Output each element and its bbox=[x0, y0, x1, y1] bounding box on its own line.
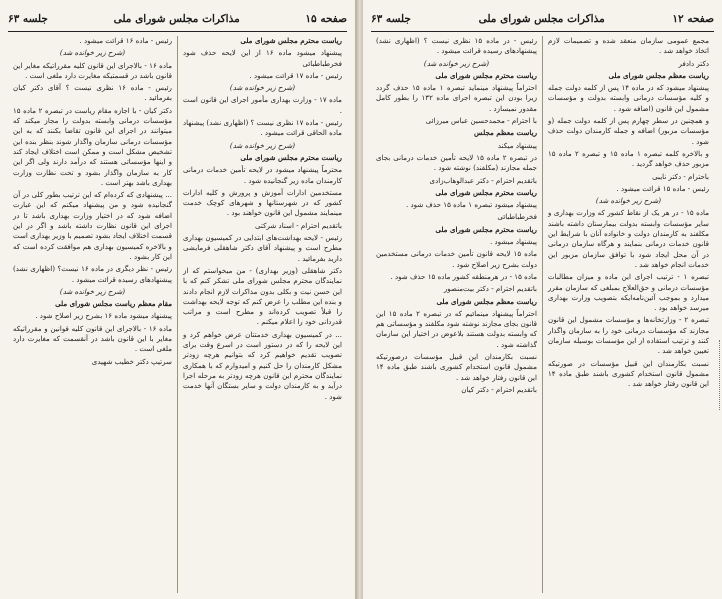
left-header-rule bbox=[8, 31, 347, 32]
paragraph: نسبت بکارمندان این قبیل مؤسسات در صورتیکه مشمول قانون استخدام کشوری باشند طبق ماده ۱۴ این قانون رفتار خواهد شد . bbox=[548, 358, 709, 389]
paragraph: احتراماً پیشنهاد مینماید تبصره ۱ ماده ۱۵ حذف گردد زیرا بودن این تبصره اجرای ماده ۱۳۲ را بطور کامل مقدور نمیسازد . bbox=[376, 83, 537, 113]
paragraph: رئیس - نظر دیگری در ماده ۱۶ نیست؟ (اظهاری نشد) پیشنهادهای رسیده قرائت میشود . bbox=[13, 264, 172, 284]
paragraph: ... پیشنهادی که کرده‌ام که این ترتیب بطور کلی در آن گنجانیده شود و من پیشنهاد میکنم که این عبارت اضافه شود که در اختیار وزارت بهداری باشد تا در اجرای این قانون نظارت داشته باشد و اگر در این قسمت اختلاف ایجاد بشود تصمیم با وزیر بهداری است و بالاخره کمیسیون بهداری هم موافقت کرده است که این کار بشود . bbox=[13, 190, 172, 261]
paragraph: باتقدیم احترام - دکتر بیت‌منصور bbox=[443, 284, 537, 294]
paragraph: ماده ۱۶ - بالاجرای این قانون کلیه مقرراتیکه مغایر این قانون باشد در قسمتیکه مغایرت دارد ملغی است . bbox=[13, 60, 172, 80]
paragraph: فخرطباطبائی bbox=[497, 212, 537, 222]
left-page-label: صفحه ۱۵ bbox=[305, 13, 347, 25]
paragraph: ماده ۱۷ - وزارت بهداری مأمور اجرای این قانون است . bbox=[183, 95, 342, 115]
paragraph: و بالاخره کلمه تبصره ۱ ماده ۱۵ و تبصره ۲ ماده ۱۵ مزبور حذف خواهد گردید . bbox=[548, 148, 709, 169]
paragraph: ریاست محترم مجلس شورای ملی bbox=[435, 187, 537, 197]
paragraph: ریاست معظم مجلس شورای ملی bbox=[436, 296, 537, 306]
paragraph: رئیس - ماده ۱۵ قرائت میشود . bbox=[616, 183, 709, 193]
right-column-right bbox=[543, 36, 714, 593]
paragraph: تبصره ۲ - وزارتخانه‌ها و مؤسسات مشمول این قانون مجازند که مؤسسات درمانی خود را به سازمان واگذار کنند و ترتیب استفاده از این مؤسسات بوسیله سازمان تعیین خواهد شد . bbox=[548, 315, 709, 356]
right-column-left bbox=[371, 36, 543, 593]
paragraph: مقام معظم ریاست مجلس شورای ملی bbox=[55, 299, 172, 309]
paragraph: سرتیپ دکتر خطیب شهیدی bbox=[91, 356, 172, 366]
paragraph: محترماً پیشنهاد میشود در لایحه تأمین خدمات درمانی کارمندان ماده زیر گنجانیده شود . bbox=[183, 165, 342, 185]
right-page-label: صفحه ۱۲ bbox=[672, 13, 714, 25]
paragraph: دکتر دادفر bbox=[678, 58, 709, 68]
paragraph: (شرح زیر خوانده شد) bbox=[229, 83, 296, 93]
paragraph: پیشنهاد میشود که در ماده ۱۴ پس از کلمه دولت جمله و کلیه مؤسسات درمانی وابسته بدولت و مؤسسات مشمول این قانون (اضافه شود . bbox=[548, 83, 709, 113]
paragraph: رئیس - ماده ۱۶ قرائت میشود . bbox=[79, 36, 172, 45]
paragraph: دکتر کیان - با اجازه مقام ریاست در تبصره ۲ ماده ۱۵ مؤسسات درمانی وابسته بدولت را مجاز میکند که میتوانند در اجرای این قانون تقاضا بکنند که به این مؤسسات درمانی سازمان واگذار شوند بنظر بنده این تشخیص مشکل است و ممکن است اختلاف ایجاد کند و اینها مؤسساتی هستند که درآمد دارند ولی اگر این کار به سازمان واگذار بشود و تحت نظارت وزارت بهداری باشد بهتر است . bbox=[13, 105, 172, 187]
paragraph: (شرح زیر خوانده شد) bbox=[423, 58, 490, 68]
paragraph: رئیس - لایحه بهداشت‌های ابتدایی در کمیسیون بهداری مطرح است و پیشنهاد آقای دکتر شاهقلی فرمایشی دارید بفرمائید . bbox=[183, 233, 342, 263]
paragraph: پیشنهاد میشود تبصره ۱ ماده ۱۵ حذف شود . bbox=[406, 200, 537, 210]
paragraph: باحترام - دکتر نایبی bbox=[652, 171, 709, 181]
paragraph: دکتر شاهقلی (وزیر بهداری) - من میخواستم که از نمایندگان محترم مجلس شورای ملی تشکر کنم که با این حسن نیت و بکلی بدون مذاکرات لازم انجام دادند و بنده این مطلب را عرض کنم که توجه لایحه بهداشت را قبلاً تصویب کرده‌اند و مطرح است و مراتب قدردانی خود را اعلام میکنم . bbox=[183, 265, 342, 327]
paragraph: ماده ۱۶ - بالاجرای این قانون کلیه قوانین و مقرراتیکه مغایر با این قانون باشد در آنقسمت که مغایرت دارد ملغی است . bbox=[13, 323, 172, 354]
right-columns bbox=[371, 36, 714, 593]
paragraph: باتقدیم احترام - اسناد شرکتی bbox=[255, 220, 342, 230]
paragraph: ریاست محترم مجلس شورای ملی bbox=[435, 70, 537, 80]
left-page-title: مذاکرات مجلس شورای ملی bbox=[113, 13, 240, 25]
paragraph: ... در کمیسیون بهداری خدمتتان عرض خواهم کرد و این لایحه را که در دستور است در اسرع وقت برای تصویب تقدیم خواهیم کرد که بتوانیم هرچه زودتر مشکل کارمندان را حل کنیم و امیدوارم که با همکاری نمایندگان محترم این قانون هرچه زودتر به مرحله اجرا درآید و به کارمندان دولت و سایر بستگان آنها خدمت شود . bbox=[183, 329, 342, 401]
left-session-label: جلسه ۶۳ bbox=[8, 13, 48, 25]
paragraph: ریاست محترم مجلس شورای ملی bbox=[435, 224, 537, 234]
paragraph: باتقدیم احترام - دکتر کیان bbox=[461, 384, 537, 394]
paragraph: ریاست محترم مجلس شورای ملی bbox=[240, 152, 342, 162]
left-columns bbox=[8, 36, 347, 593]
paragraph: در تبصره ۲ ماده ۱۵ لایحه تأمین خدمات درمانی بجای جمله مجازند (مکلفند) نوشته شود . bbox=[376, 152, 537, 173]
right-page-title: مذاکرات مجلس شورای ملی bbox=[478, 13, 605, 25]
paragraph: (شرح زیر خوانده شد) bbox=[229, 140, 296, 150]
paragraph: (شرح زیر خوانده شد) bbox=[595, 196, 662, 206]
paragraph: رئیس - ماده ۱۷ قرائت میشود . bbox=[249, 70, 342, 80]
paragraph: پیشنهاد میکند bbox=[497, 140, 537, 150]
paragraph: مستخدمین ادارات آموزش و پرورش و کلیه ادارات کشور که در شهرستانها و شهرهای کوچک خدمت مینمایند مشمول این قانون خواهند بود . bbox=[183, 187, 342, 218]
paragraph: ماده ۱۵ لایحه قانون تأمین خدمات درمانی مستخدمین دولت بشرح زیر اصلاح شود . bbox=[376, 249, 538, 269]
paragraph: ریاست معظم مجلس bbox=[474, 128, 537, 138]
left-column-right bbox=[178, 36, 347, 593]
paragraph: مجمع عمومی سازمان منعقد شده و تصمیمات لازم اتخاذ خواهد شد . bbox=[548, 36, 709, 56]
paragraph: پیشنهاد میشود . bbox=[489, 237, 537, 247]
paragraph: رئیس - ماده ۱۷ نظری نیست ؟ (اظهاری نشد) پیشنهاد ماده الحاقی قرائت میشود . bbox=[183, 118, 342, 138]
left-column-left bbox=[8, 36, 178, 593]
paragraph: رئیس - ماده ۱۶ نظری نیست ؟ آقای دکتر کیان بفرمائید . bbox=[13, 83, 172, 103]
right-header-rule bbox=[371, 31, 714, 32]
paragraph: ماده ۱۵ - در هرمنطقه کشور ماده ۱۵ حذف شود . bbox=[390, 271, 537, 281]
paragraph: احتراماً پیشنهاد مینمائیم که در تبصره ۲ ماده ۱۵ این قانون بجای مجازند نوشته شود مکلفند و مؤسساتی هم که وابسته بدولت هستند بلاعوض در اختیار این سازمان گذاشته شود . bbox=[376, 308, 537, 349]
left-page bbox=[0, 0, 356, 599]
paragraph: ریاست محترم مجلس شورای ملی bbox=[240, 36, 342, 45]
right-session-label: جلسه ۶۳ bbox=[371, 13, 411, 25]
paragraph: رئیس - در ماده ۱۵ نظری نیست ؟ (اظهاری نشد) پیشنهادهای رسیده قرائت میشود . bbox=[376, 36, 537, 56]
right-page bbox=[362, 0, 722, 599]
right-page-header bbox=[371, 8, 714, 30]
paragraph: ریاست معظم مجلس شورای ملی bbox=[608, 70, 709, 80]
paragraph: (شرح زیر خوانده شد) bbox=[59, 286, 126, 296]
paragraph: تبصره ۱ - ترتیب اجرای این ماده و میزان مطالبات مؤسسات درمانی و حق‌العلاج بمبلغی که سازمان مقرر میدارد و بموجب آئین‌نامه‌ایکه بتصویب وزارت بهداری میرسد خواهد بود . bbox=[548, 272, 710, 313]
paragraph: ماده ۱۵ - در هر یک از نقاط کشور که وزارت بهداری و سایر مؤسسات وابسته بدولت بیمارستان داشته باشند مکلفند به کارمندان دولت و خانواده آنان با شرایط این قانون خدمات درمانی بنمایند و هرگاه سازمان درمانی در آن محل ایجاد شود با توافق سازمان مزبور این خدمات انجام خواهد شد . bbox=[548, 208, 709, 269]
paragraph: با احترام - محمدحسین عباس میرزائی bbox=[425, 116, 537, 126]
paragraph: باتقدیم احترام - دکتر عبدالوهاب‌زادی bbox=[429, 175, 537, 185]
paragraph: (شرح زیر خوانده شد) bbox=[59, 48, 126, 58]
paragraph: نسبت بکارمندان این قبیل مؤسسات درصورتیکه مشمول قانون استخدام کشوری باشند طبق ماده ۱۴ این قانون رفتار خواهد شد . bbox=[376, 352, 537, 382]
margin-mark bbox=[715, 340, 720, 410]
left-page-header bbox=[8, 8, 347, 30]
paragraph: و همچنین در سطر چهارم پس از کلمه دولت جمله (و مؤسسات مزبور) اضافه و جمله کارمندان دولت حذف شود . bbox=[548, 116, 709, 146]
paragraph: پیشنهاد میشود ماده ۱۶ بشرح زیر اصلاح شود . bbox=[35, 311, 172, 321]
paragraph: پیشنهاد میشود ماده ۱۶ از این لایحه حذف شود فخرطباطبائی bbox=[183, 48, 342, 68]
